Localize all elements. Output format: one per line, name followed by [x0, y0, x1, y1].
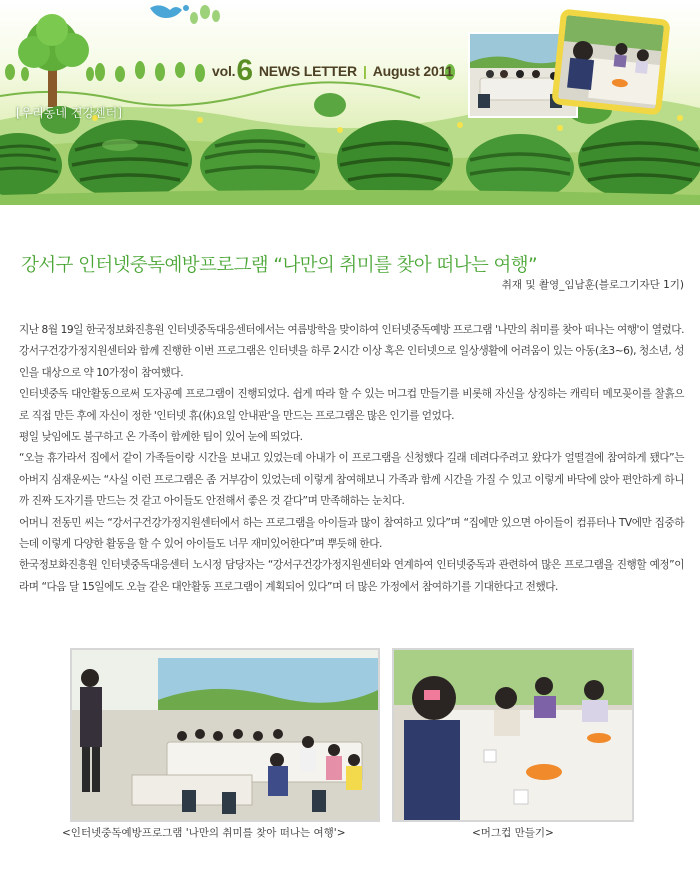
section-tag: [우리동네 건강센터] [16, 106, 122, 120]
banner-photo-frame [551, 9, 670, 116]
vol-prefix: vol. [212, 63, 236, 79]
heading-separator: | [362, 63, 367, 79]
article-paragraph: “오늘 휴가라서 집에서 같이 가족들이랑 시간을 보내고 있었는데 아내가 이 프로그램을 신청했다 길래 데려다주려고 왔다가 얼떨결에 참여하게 됐다”는 아버지 심재운씨는 “사실 이런 프로그램은 좀 거부감이 있었는데 이렇게 참여해보니 가족과 함께 시간을 가질 수 있고 이렇게 바닥에 앉아 편안하게 하니까 진짜 도자기를 만드는 것 같고 아이들도 안전해서 좋은 것 같다”며 만족해하는 눈치다. [19, 452, 684, 508]
newsletter-banner [0, 0, 700, 205]
article-paragraph: 지난 8월 19일 한국정보화진흥원 인터넷중독대응센터에서는 여름방학을 맞이하여 인터넷중독예방 프로그램 '나만의 취미를 찾아 떠나는 여행'이 열렸다. 강서구건강가정지원센터와 함께 진행한 이번 프로그램은 인터넷을 하루 2시간 이상 혹은 인터넷으로 일상생활에 어려움이 있는 아동(초3~6), 청소년, 성인을 대상으로 약 10가정이 참여했다. [19, 324, 684, 379]
issue-date: August 2011 [372, 63, 453, 79]
article-body [19, 320, 684, 598]
program-classroom-photo [70, 648, 380, 822]
newsletter-label: NEWS LETTER [258, 63, 357, 79]
photo-caption: <머그컵 만들기> [472, 827, 554, 839]
article-byline: 취재 및 촬영_임남훈(블로그기자단 1기) [501, 279, 684, 291]
article-title: 강서구 인터넷중독예방프로그램 “나만의 취미를 찾아 떠나는 여행” [21, 255, 537, 276]
issue-heading [212, 50, 453, 87]
vol-number: 6 [236, 54, 253, 87]
article-paragraph: 한국정보화진흥원 인터넷중독대응센터 노시정 담당자는 “강서구건강가정지원센터와 연계하여 인터넷중독과 관련하여 많은 프로그램을 진행할 예정”이라며 “다음 달 15일에도 오늘 같은 대안활동 프로그램이 계획되어 있다”며 더 많은 가정에서 참여하기를 기대한다고 전했다. [19, 559, 684, 593]
mug-making-photo [392, 648, 634, 822]
bird-icon [150, 5, 189, 18]
article-paragraph: 인터넷중독 대안활동으로써 도자공예 프로그램이 진행되었다. 쉽게 따라 할 수 있는 머그컵 만들기를 비롯해 자신을 상징하는 캐릭터 메모꽂이를 찰흙으로 직접 만든 후에 자신이 정한 '인터넷 휴(休)요일 안내판'을 만드는 프로그램은 많은 인기를 얻었다. [19, 388, 684, 422]
photo-caption: <인터넷중독예방프로그램 '나만의 취미를 찾아 떠나는 여행'> [62, 827, 346, 839]
article-paragraph: 평일 낮임에도 불구하고 온 가족이 함께한 팀이 있어 눈에 띄었다. [19, 431, 303, 444]
article-paragraph: 어머니 전동민 씨는 “강서구건강가정지원센터에서 하는 프로그램을 아이들과 많이 참여하고 있다”며 “집에만 있으면 아이들이 컴퓨터나 TV에만 집중하는데 이렇게 다양한 활동을 할 수 있어 아이들도 너무 재미있어한다”며 뿌듯해 한다. [19, 516, 684, 551]
